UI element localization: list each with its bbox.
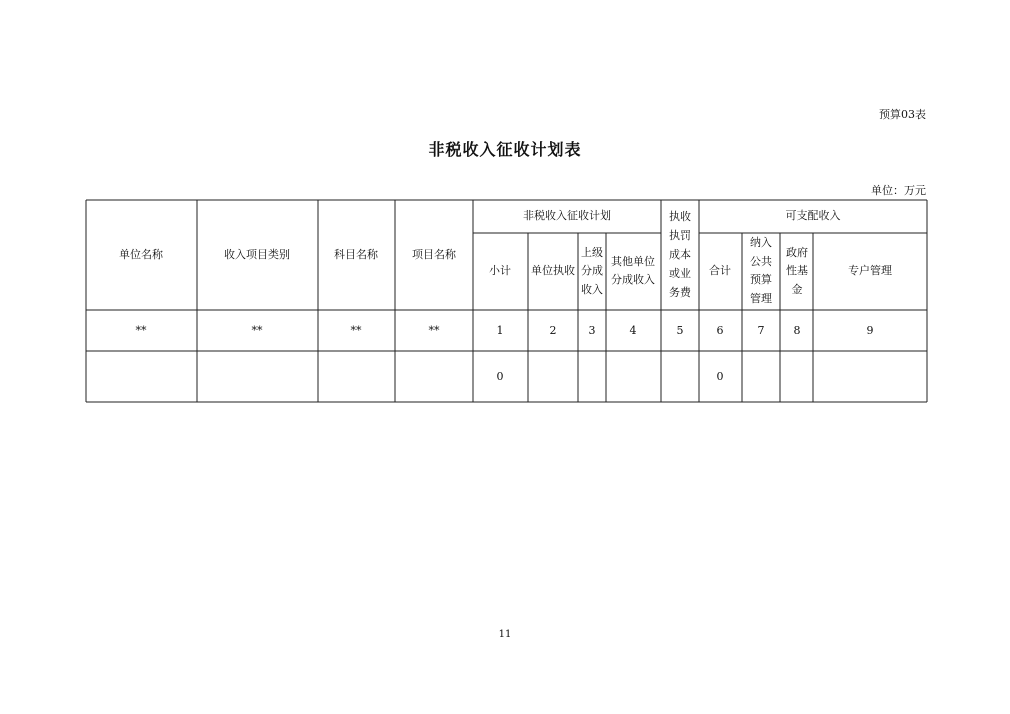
- index-cell: 3: [588, 324, 596, 337]
- index-cell: **: [350, 324, 362, 337]
- page-number: 11: [498, 629, 512, 640]
- header-enforce-cost-line: 执罚: [669, 229, 691, 242]
- index-cell: 9: [866, 324, 874, 337]
- header-group-disposable: 可支配收入: [785, 209, 841, 222]
- header-special-account: 专户管理: [848, 264, 892, 277]
- data-cell: 0: [716, 370, 724, 383]
- index-cell: 1: [496, 324, 504, 337]
- index-cell: **: [251, 324, 263, 337]
- index-cell: 6: [716, 324, 724, 337]
- header-public-budget-line: 纳入: [750, 236, 772, 249]
- index-cell: 8: [793, 324, 801, 337]
- index-cell: **: [428, 324, 440, 337]
- header-enforce-cost-line: 或业: [669, 267, 691, 280]
- index-cell: 5: [676, 324, 684, 337]
- header-subject-name: 科目名称: [334, 248, 378, 261]
- header-enforce-cost-line: 成本: [669, 248, 691, 261]
- header-public-budget-line: 公共: [750, 255, 772, 268]
- index-cell: 7: [757, 324, 765, 337]
- header-enforce-cost-line: 务费: [669, 286, 691, 299]
- form-code: 预算03表: [879, 108, 926, 121]
- header-item-name: 项目名称: [412, 248, 456, 261]
- page-title: 非税收入征收计划表: [428, 140, 582, 159]
- header-public-budget-line: 预算: [750, 273, 772, 286]
- header-upper-share-line: 分成: [581, 264, 603, 277]
- header-upper-share-line: 收入: [581, 283, 603, 296]
- header-unit-name: 单位名称: [119, 248, 163, 261]
- data-cell: 0: [496, 370, 504, 383]
- header-enforce-cost-line: 执收: [669, 210, 691, 223]
- index-cell: 4: [629, 324, 637, 337]
- header-group-plan: 非税收入征收计划: [523, 209, 611, 222]
- header-other-unit-line: 其他单位: [611, 255, 655, 268]
- index-cell: 2: [549, 324, 557, 337]
- header-subtotal: 小计: [489, 264, 511, 277]
- header-unit-enforce: 单位执收: [531, 264, 575, 277]
- header-public-budget-line: 管理: [750, 292, 772, 305]
- header-gov-fund-line: 政府: [786, 246, 808, 259]
- header-gov-fund-line: 性基: [786, 264, 808, 277]
- unit-label: 单位：万元: [871, 184, 926, 197]
- header-gov-fund-line: 金: [791, 283, 803, 296]
- header-total: 合计: [709, 264, 731, 277]
- index-cell: **: [135, 324, 147, 337]
- header-income-category: 收入项目类别: [224, 248, 290, 261]
- header-other-unit-line: 分成收入: [611, 273, 655, 286]
- header-upper-share-line: 上级: [581, 246, 603, 259]
